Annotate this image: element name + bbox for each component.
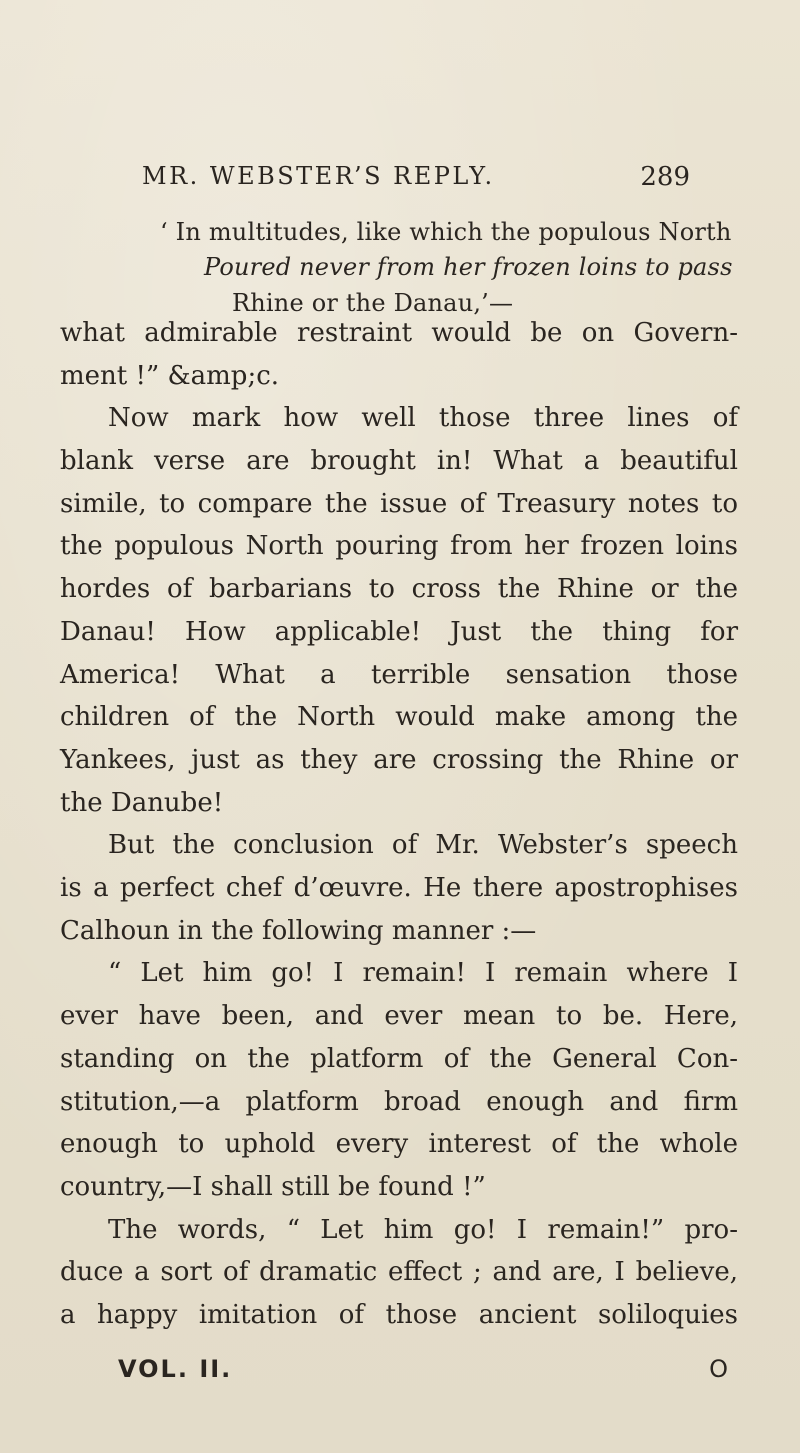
text-line: hordes of barbarians to cross the Rhine or the [60, 574, 738, 604]
text-line: a happy imitation of those ancient soliloquies [60, 1300, 738, 1330]
text-line: But the conclusion of Mr. Webster’s speech [108, 830, 738, 860]
page-number: 289 [640, 162, 690, 192]
text-line: Now mark how well those three lines of [108, 403, 738, 433]
running-head [142, 162, 690, 202]
text-line: the Danube! [60, 788, 224, 818]
running-title: MR. WEBSTER’S REPLY. [142, 162, 495, 190]
text-line: The words, “ Let him go! I remain!” pro- [108, 1215, 738, 1245]
text-line: blank verse are brought in! What a beautiful [60, 446, 738, 476]
page-footer [118, 1355, 728, 1395]
text-line: simile, to compare the issue of Treasury notes to [60, 489, 738, 519]
verse-line: Poured never from her frozen loins to pass [204, 253, 733, 281]
volume-signature: VOL. II. [118, 1355, 233, 1383]
text-line: Danau! How applicable! Just the thing for [60, 617, 738, 647]
text-line: Calhoun in the following manner :— [60, 916, 537, 946]
verse-line: ‘ In multitudes, like which the populous North [160, 218, 732, 246]
text-line: stitution,—a platform broad enough and firm [60, 1087, 738, 1117]
text-line: Yankees, just as they are crossing the Rhine or [60, 745, 738, 775]
text-line: ment !” &amp;c. [60, 361, 280, 391]
text-line: is a perfect chef d’œuvre. He there apostrophises [60, 873, 738, 903]
text-line: ever have been, and ever mean to be. Here, [60, 1001, 738, 1031]
text-line: enough to uphold every interest of the whole [60, 1129, 738, 1159]
text-line: country,—I shall still be found !” [60, 1172, 486, 1202]
text-line: America! What a terrible sensation those [60, 660, 738, 690]
signature-mark: O [709, 1355, 728, 1383]
text-line: “ Let him go! I remain! I remain where I [108, 958, 738, 988]
text-line: duce a sort of dramatic effect ; and are, I believe, [60, 1257, 738, 1287]
text-line: the populous North pouring from her frozen loins [60, 531, 738, 561]
verse-line: Rhine or the Danau,’— [232, 289, 514, 317]
text-line: children of the North would make among the [60, 702, 738, 732]
text-line: what admirable restraint would be on Govern- [60, 318, 738, 348]
text-line: standing on the platform of the General Con- [60, 1044, 738, 1074]
